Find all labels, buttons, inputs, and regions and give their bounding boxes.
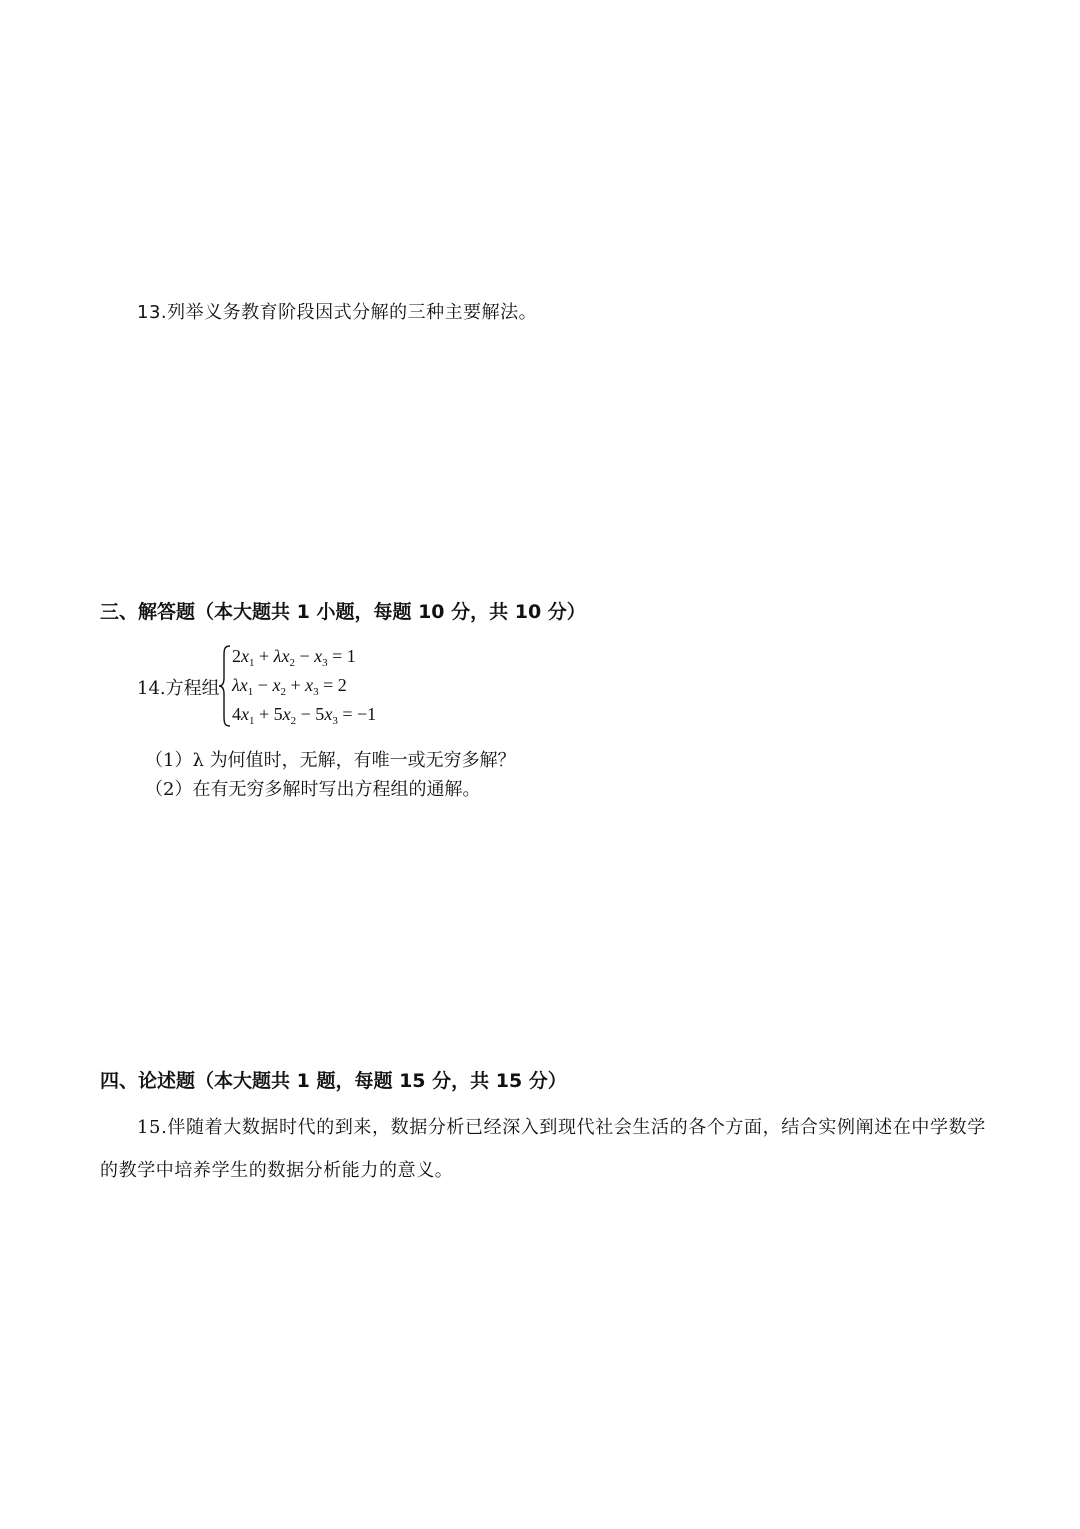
question-14-part-1: （1）λ 为何值时，无解，有唯一或无穷多解？ — [145, 750, 516, 771]
section-3-heading: 三、解答题（本大题共 1 小题，每题 10 分，共 10 分） — [100, 601, 586, 623]
equation-3: $4x_1 + 5x_2 - 5x_3 = -1$ — [232, 704, 377, 727]
equation-1: $2x_1 + \lambda x_2 - x_3 = 1$ — [232, 646, 356, 669]
question-14-part-2: （2）在有无穷多解时写出方程组的通解。 — [145, 779, 481, 800]
question-13: 13.列举义务教育阶段因式分解的三种主要解法。 — [137, 302, 538, 323]
question-15: 15.伴随着大数据时代的到来，数据分析已经深入到现代社会生活的各个方面，结合实例阐述在中学数学的教学中培养学生的数据分析能力的意义。 — [100, 1117, 986, 1181]
left-brace-icon — [218, 644, 232, 728]
section-4-heading: 四、论述题（本大题共 1 题，每题 15 分，共 15 分） — [100, 1070, 567, 1092]
equation-2: $\lambda x_1 - x_2 + x_3 = 2$ — [232, 675, 347, 698]
question-14-label: 14.方程组 — [137, 678, 220, 699]
